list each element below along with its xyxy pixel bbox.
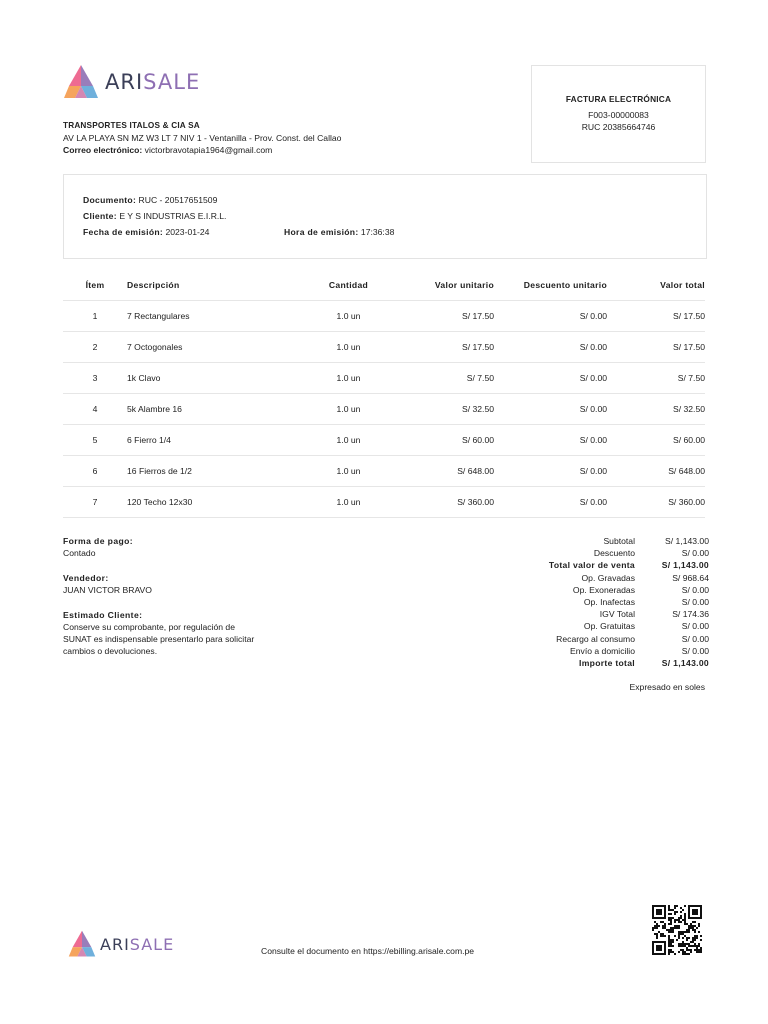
item-unit-discount: S/ 0.00 — [494, 456, 607, 487]
totals-value: S/ 1,143.00 — [661, 560, 709, 571]
item-unit-value: S/ 17.50 — [390, 301, 494, 332]
item-total-value: S/ 17.50 — [607, 301, 705, 332]
totals-row — [480, 547, 709, 559]
item-unit-discount: S/ 0.00 — [494, 394, 607, 425]
notice-line-2: SUNAT es indispensable presentarlo para solicitar — [63, 634, 255, 644]
currency-note: Expresado en soles — [629, 682, 705, 692]
invoice-title: FACTURA ELECTRÓNICA — [565, 94, 672, 104]
totals-table — [480, 535, 709, 669]
item-number: 7 — [63, 487, 127, 518]
arisale-logo-icon — [63, 64, 99, 100]
company-email-line — [63, 144, 341, 156]
totals-label: Op. Gratuitas — [583, 621, 635, 632]
totals-row — [480, 596, 709, 608]
invoice-number: F003-00000083 — [588, 110, 649, 120]
table-row — [63, 487, 705, 518]
table-row — [63, 301, 705, 332]
payment-seller-info — [63, 535, 303, 657]
payment-label: Forma de pago: — [63, 536, 134, 546]
document-label: Documento: — [83, 195, 137, 205]
document-value: RUC - 20517651509 — [138, 195, 218, 205]
item-total-value: S/ 7.50 — [607, 363, 705, 394]
header-description: Descripción — [127, 270, 307, 301]
totals-row — [480, 608, 709, 620]
company-name: TRANSPORTES ITALOS & CIA SA — [63, 121, 200, 130]
item-unit-value: S/ 7.50 — [390, 363, 494, 394]
totals-value: S/ 0.00 — [681, 584, 709, 595]
item-unit-discount: S/ 0.00 — [494, 301, 607, 332]
item-quantity: 1.0 un — [307, 394, 390, 425]
item-unit-value: S/ 360.00 — [390, 487, 494, 518]
item-quantity: 1.0 un — [307, 301, 390, 332]
client-line — [83, 211, 226, 221]
item-unit-discount: S/ 0.00 — [494, 487, 607, 518]
totals-label: Total valor de venta — [548, 560, 635, 571]
item-number: 4 — [63, 394, 127, 425]
client-label: Cliente: — [83, 211, 117, 221]
header-unit-value: Valor unitario — [390, 270, 494, 301]
company-info — [63, 120, 341, 156]
payment-value: Contado — [63, 548, 96, 558]
totals-label: Subtotal — [603, 536, 635, 547]
item-total-value: S/ 648.00 — [607, 456, 705, 487]
brand-wordmark — [105, 70, 200, 94]
totals-value: S/ 174.36 — [672, 609, 709, 620]
item-number: 2 — [63, 332, 127, 363]
totals-label: Recargo al consumo — [556, 633, 635, 644]
footer-wordmark — [100, 935, 174, 954]
notice-line-3: cambios o devoluciones. — [63, 646, 158, 656]
totals-label: Op. Gravadas — [581, 572, 635, 583]
brand-logo — [63, 64, 200, 100]
item-description: 1k Clavo — [127, 363, 307, 394]
totals-row — [480, 657, 709, 669]
totals-row — [480, 645, 709, 657]
item-quantity: 1.0 un — [307, 332, 390, 363]
totals-value: S/ 0.00 — [681, 597, 709, 608]
totals-row — [480, 559, 709, 571]
invoice-ruc: RUC 20385664746 — [581, 122, 656, 132]
totals-value: S/ 1,143.00 — [661, 657, 709, 668]
totals-label: Envío a domicilio — [570, 645, 635, 656]
table-row — [63, 332, 705, 363]
date-line — [83, 227, 209, 237]
item-quantity: 1.0 un — [307, 487, 390, 518]
qr-code-icon — [652, 905, 702, 955]
item-quantity: 1.0 un — [307, 363, 390, 394]
item-total-value: S/ 360.00 — [607, 487, 705, 518]
table-row — [63, 425, 705, 456]
items-header-row — [63, 270, 705, 301]
document-info-box — [63, 174, 707, 259]
totals-label: Op. Inafectas — [583, 597, 635, 608]
totals-label: Importe total — [579, 657, 635, 668]
totals-value: S/ 0.00 — [681, 645, 709, 656]
brand-name-part1: ARI — [105, 70, 144, 94]
totals-value: S/ 0.00 — [681, 548, 709, 559]
item-description: 16 Fierros de 1/2 — [127, 456, 307, 487]
document-line — [83, 195, 217, 205]
header-unit-discount: Descuento unitario — [494, 270, 607, 301]
totals-value: S/ 968.64 — [672, 572, 709, 583]
footer-link-text[interactable]: Consulte el documento en https://ebilling.arisale.com.pe — [261, 946, 475, 956]
invoice-box — [531, 65, 706, 163]
totals-label: Op. Exoneradas — [572, 584, 635, 595]
item-description: 5k Alambre 16 — [127, 394, 307, 425]
item-unit-value: S/ 60.00 — [390, 425, 494, 456]
item-number: 6 — [63, 456, 127, 487]
item-unit-discount: S/ 0.00 — [494, 363, 607, 394]
footer-brand-part1: ARI — [100, 934, 130, 954]
time-line — [284, 227, 394, 237]
notice-label: Estimado Cliente: — [63, 610, 143, 620]
notice-line-1: Conserve su comprobante, por regulación de — [63, 622, 235, 632]
item-quantity: 1.0 un — [307, 425, 390, 456]
totals-row — [480, 633, 709, 645]
items-table — [63, 270, 705, 518]
time-value: 17:36:38 — [360, 227, 395, 237]
header-quantity: Cantidad — [307, 270, 390, 301]
totals-label: IGV Total — [599, 609, 635, 620]
company-address: AV LA PLAYA SN MZ W3 LT 7 NIV 1 - Ventanilla - Prov. Const. del Callao — [63, 133, 342, 143]
table-row — [63, 456, 705, 487]
date-label: Fecha de emisión: — [83, 227, 164, 237]
item-description: 6 Fierro 1/4 — [127, 425, 307, 456]
item-total-value: S/ 60.00 — [607, 425, 705, 456]
item-unit-value: S/ 32.50 — [390, 394, 494, 425]
company-email: victorbravotapia1964@gmail.com — [144, 145, 273, 155]
footer-brand-part2: SALE — [129, 934, 175, 954]
table-row — [63, 363, 705, 394]
item-unit-value: S/ 648.00 — [390, 456, 494, 487]
item-description: 7 Rectangulares — [127, 301, 307, 332]
item-number: 1 — [63, 301, 127, 332]
arisale-footer-logo-icon — [68, 930, 96, 958]
totals-label: Descuento — [593, 548, 635, 559]
totals-row — [480, 620, 709, 632]
item-unit-value: S/ 17.50 — [390, 332, 494, 363]
header-item: Ítem — [63, 270, 127, 301]
item-total-value: S/ 17.50 — [607, 332, 705, 363]
item-unit-discount: S/ 0.00 — [494, 425, 607, 456]
totals-row — [480, 535, 709, 547]
time-label: Hora de emisión: — [284, 227, 359, 237]
item-number: 3 — [63, 363, 127, 394]
seller-label: Vendedor: — [63, 573, 109, 583]
footer-logo — [68, 930, 174, 958]
item-quantity: 1.0 un — [307, 456, 390, 487]
totals-row — [480, 572, 709, 584]
totals-value: S/ 0.00 — [681, 633, 709, 644]
header-total-value: Valor total — [607, 270, 705, 301]
item-unit-discount: S/ 0.00 — [494, 332, 607, 363]
date-value: 2023-01-24 — [165, 227, 210, 237]
client-value: E Y S INDUSTRIAS E.I.R.L. — [119, 211, 227, 221]
item-total-value: S/ 32.50 — [607, 394, 705, 425]
totals-row — [480, 584, 709, 596]
company-email-label: Correo electrónico: — [63, 145, 143, 155]
item-number: 5 — [63, 425, 127, 456]
seller-value: JUAN VICTOR BRAVO — [63, 585, 152, 595]
table-row — [63, 394, 705, 425]
totals-value: S/ 1,143.00 — [665, 536, 709, 547]
item-description: 7 Octogonales — [127, 332, 307, 363]
item-description: 120 Techo 12x30 — [127, 487, 307, 518]
brand-name-part2: SALE — [143, 70, 201, 94]
totals-value: S/ 0.00 — [681, 621, 709, 632]
